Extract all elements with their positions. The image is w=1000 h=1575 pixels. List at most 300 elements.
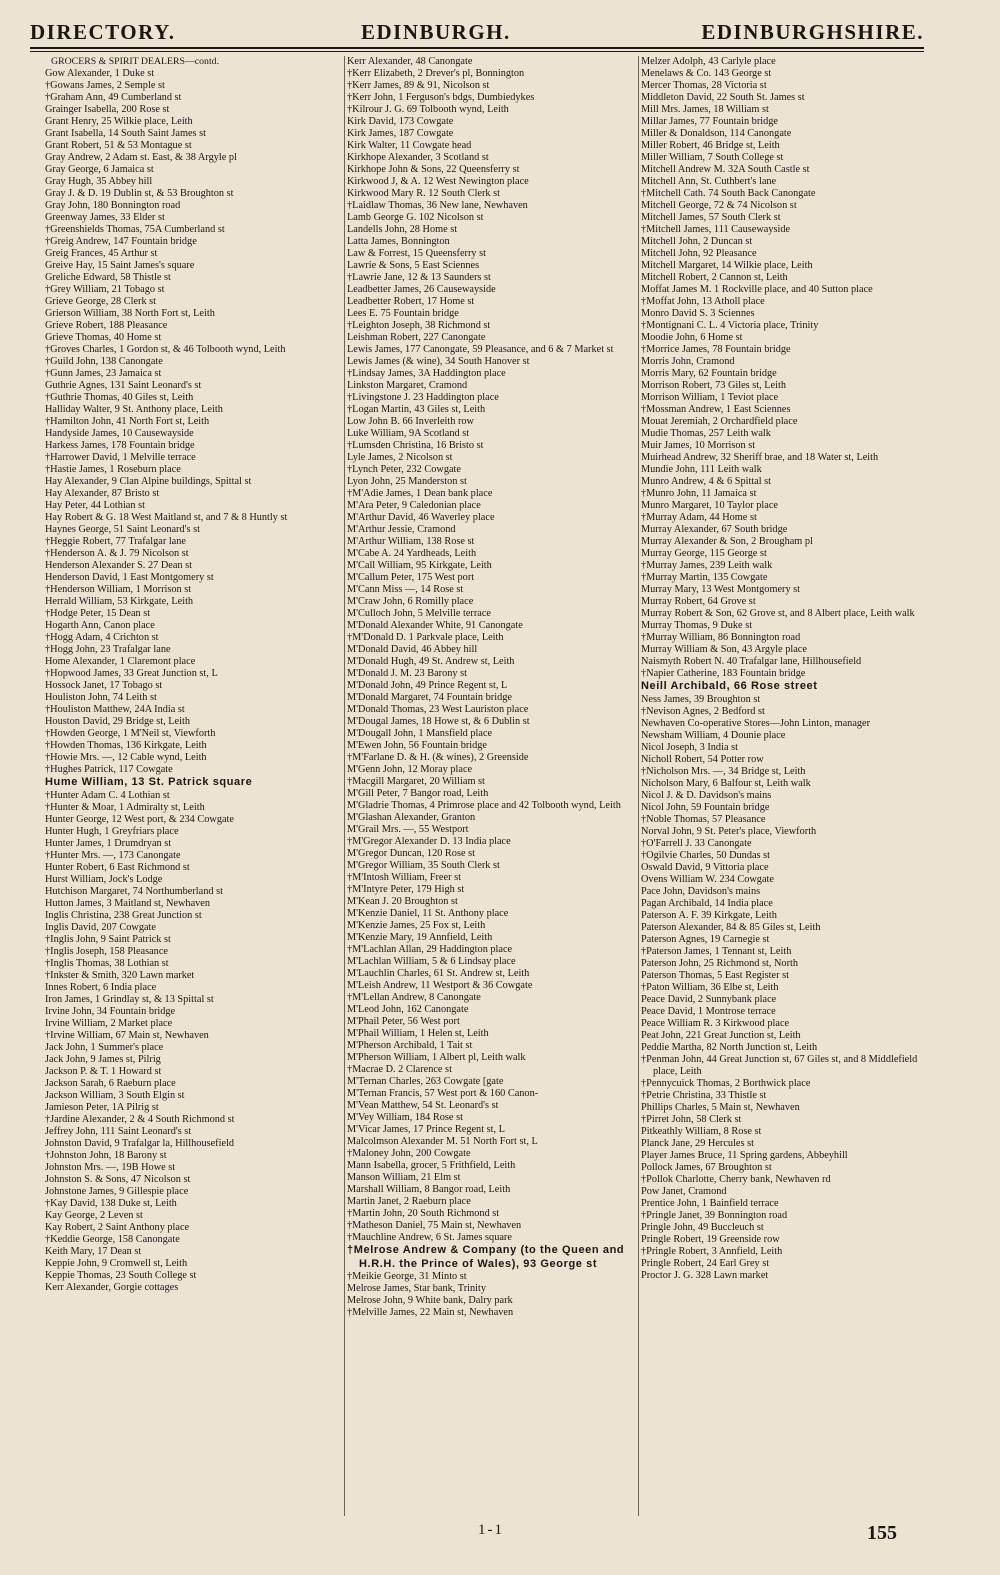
directory-entry: †Pirret John, 58 Clerk st bbox=[641, 1113, 742, 1125]
directory-entry: Inglis Christina, 238 Great Junction st bbox=[45, 909, 202, 921]
directory-entry: Harkess James, 178 Fountain bridge bbox=[45, 440, 195, 451]
directory-entry: Melzer Adolph, 43 Carlyle place bbox=[641, 56, 776, 67]
directory-entry: Grant Isabella, 14 South Saint James st bbox=[45, 128, 207, 139]
directory-entry: Nicol Joseph, 3 India st bbox=[641, 741, 738, 753]
directory-entry: M'Culloch John, 5 Melville terrace bbox=[347, 608, 491, 619]
directory-entry: Oswald David, 9 Vittoria place bbox=[641, 861, 769, 873]
directory-entry: Jackson Sarah, 6 Raeburn place bbox=[45, 1077, 176, 1089]
directory-entry: Muirhead Andrew, 32 Sheriff brae, and 18 Water st, Leith bbox=[641, 452, 879, 463]
directory-entry: Innes Robert, 6 India place bbox=[45, 981, 157, 993]
directory-entry: Jamieson Peter, 1A Pilrig st bbox=[45, 1101, 159, 1113]
directory-entry: Law & Forrest, 15 Queensferry st bbox=[347, 248, 486, 259]
directory-entry: †Hunter & Moar, 1 Admiralty st, Leith bbox=[45, 801, 205, 813]
directory-entry: †Harrower David, 1 Melville terrace bbox=[45, 452, 196, 463]
directory-entry: †Hodge Peter, 15 Dean st bbox=[45, 608, 151, 619]
directory-entry: †Howden Thomas, 136 Kirkgate, Leith bbox=[45, 740, 207, 751]
directory-entry: Nicol John, 59 Fountain bridge bbox=[641, 801, 770, 813]
directory-entry: Hay Alexander, 87 Bristo st bbox=[45, 488, 160, 499]
directory-entry: Jackson P. & T. 1 Howard st bbox=[45, 1065, 162, 1077]
directory-entry: †Melville James, 22 Main st, Newhaven bbox=[347, 1307, 514, 1318]
directory-entry: †Paton William, 36 Elbe st, Leith bbox=[641, 981, 779, 993]
directory-entry: Herrald William, 53 Kirkgate, Leith bbox=[45, 596, 194, 607]
directory-entry: Johnston S. & Sons, 47 Nicolson st bbox=[45, 1173, 191, 1185]
directory-entry: †Penman John, 44 Great Junction st, 67 Giles st, and 8 Middlefield place, Leith bbox=[641, 1053, 918, 1077]
directory-entry: Mitchell Ann, St. Cuthbert's lane bbox=[641, 176, 777, 187]
directory-entry: Miller Robert, 46 Bridge st, Leith bbox=[641, 140, 780, 151]
directory-entry: Lamb George G. 102 Nicolson st bbox=[347, 212, 484, 223]
directory-entry: †Pennycuick Thomas, 2 Borthwick place bbox=[641, 1077, 811, 1089]
directory-entry: Lewis James, 177 Canongate, 59 Pleasance, and 6 & 7 Market st bbox=[347, 344, 614, 355]
directory-entry: Gray Hugh, 35 Abbey hill bbox=[45, 176, 153, 187]
directory-entry: Keppie Thomas, 23 South College st bbox=[45, 1269, 197, 1281]
directory-entry: Kirkhope John & Sons, 22 Queensferry st bbox=[347, 164, 520, 175]
directory-entry: Monro David S. 3 Sciennes bbox=[641, 308, 755, 319]
directory-entry: Morris Mary, 62 Fountain bridge bbox=[641, 368, 777, 379]
directory-entry: †Kay David, 138 Duke st, Leith bbox=[45, 1197, 177, 1209]
directory-entry: †Mossman Andrew, 1 East Sciennes bbox=[641, 404, 791, 415]
directory-entry: Gray J. & D. 19 Dublin st, & 53 Broughton st bbox=[45, 188, 234, 199]
directory-entry: Hay Robert & G. 18 West Maitland st, and 7 & 8 Huntly st bbox=[45, 512, 288, 523]
directory-entry: M'Donald Hugh, 49 St. Andrew st, Leith bbox=[347, 656, 515, 667]
directory-entry: †Kerr Elizabeth, 2 Drever's pl, Bonnington bbox=[347, 68, 525, 79]
directory-entry: †Murray James, 239 Leith walk bbox=[641, 560, 773, 571]
directory-entry: Greenway James, 33 Elder st bbox=[45, 212, 165, 223]
directory-entry: M'Gregor William, 35 South Clerk st bbox=[347, 860, 500, 871]
directory-entry: Low John B. 66 Inverleith row bbox=[347, 416, 474, 427]
directory-entry: Paterson Alexander, 84 & 85 Giles st, Leith bbox=[641, 921, 821, 933]
column-2 bbox=[344, 56, 639, 1516]
directory-entry: †Melrose Andrew & Company (to the Queen and H.R.H. the Prince of Wales), 93 George st bbox=[347, 1244, 625, 1270]
directory-entry: Planck Jane, 29 Hercules st bbox=[641, 1137, 754, 1149]
directory-entry: Irvine William, 2 Market place bbox=[45, 1017, 173, 1029]
directory-entry: Mundie John, 111 Leith walk bbox=[641, 464, 762, 475]
directory-entry: Hutton James, 3 Maitland st, Newhaven bbox=[45, 897, 211, 909]
directory-entry: M'Leod John, 162 Canongate bbox=[347, 1004, 469, 1015]
directory-entry: Peace William R. 3 Kirkwood place bbox=[641, 1017, 790, 1029]
directory-entry: Jack John, 1 Summer's place bbox=[45, 1041, 164, 1053]
directory-entry: M'Gill Peter, 7 Bangor road, Leith bbox=[347, 788, 489, 799]
directory-entry: Grant Henry, 25 Wilkie place, Leith bbox=[45, 116, 193, 127]
directory-entry: †M'Lellan Andrew, 8 Canongate bbox=[347, 992, 481, 1003]
directory-entry: Kay Robert, 2 Saint Anthony place bbox=[45, 1221, 190, 1233]
directory-entry: Mitchell Margaret, 14 Wilkie place, Leith bbox=[641, 260, 813, 271]
directory-entry: †Murray Martin, 135 Cowgate bbox=[641, 572, 768, 583]
directory-entry: Morrison William, 1 Teviot place bbox=[641, 392, 779, 403]
column-3 bbox=[638, 56, 925, 1516]
directory-entry: †Kerr John, 1 Ferguson's bdgs, Dumbiedykes bbox=[347, 92, 535, 103]
directory-entry: Hunter Hugh, 1 Greyfriars place bbox=[45, 825, 179, 837]
directory-entry: Malcolmson Alexander M. 51 North Fort st, L bbox=[347, 1136, 538, 1147]
directory-entry: M'Donald Alexander White, 91 Canongate bbox=[347, 620, 523, 631]
directory-entry: †Napier Catherine, 183 Fountain bridge bbox=[641, 668, 806, 679]
directory-entry: †Logan Martin, 43 Giles st, Leith bbox=[347, 404, 486, 415]
directory-entry: Norval John, 9 St. Peter's place, Viewforth bbox=[641, 825, 817, 837]
directory-entry: Murray Alexander, 67 South bridge bbox=[641, 524, 788, 535]
directory-entry: Haynes George, 51 Saint Leonard's st bbox=[45, 524, 200, 535]
directory-entry: Home Alexander, 1 Claremont place bbox=[45, 656, 196, 667]
header-center: EDINBURGH. bbox=[361, 20, 511, 44]
directory-entry: Leadbetter James, 26 Causewayside bbox=[347, 284, 496, 295]
directory-entry: Lees E. 75 Fountain bridge bbox=[347, 308, 459, 319]
directory-entry: †Martin John, 20 South Richmond st bbox=[347, 1208, 500, 1219]
directory-entry: †Lindsay James, 3A Haddington place bbox=[347, 368, 506, 379]
directory-entry: M'Pherson Archibald, 1 Tait st bbox=[347, 1040, 473, 1051]
directory-entry: Neill Archibald, 66 Rose street bbox=[641, 680, 818, 692]
directory-entry: Pagan Archibald, 14 India place bbox=[641, 897, 773, 909]
directory-entry: M'Leish Andrew, 11 Westport & 36 Cowgate bbox=[347, 980, 533, 991]
directory-entry: Menelaws & Co. 143 George st bbox=[641, 68, 772, 79]
directory-entry: M'Grail Mrs. —, 55 Westport bbox=[347, 824, 469, 835]
directory-entry: Jackson William, 3 South Elgin st bbox=[45, 1089, 185, 1101]
directory-entry: †Noble Thomas, 57 Pleasance bbox=[641, 813, 766, 825]
directory-entry: Mann Isabella, grocer, 5 Frithfield, Leith bbox=[347, 1160, 516, 1171]
directory-entry: †Inglis John, 9 Saint Patrick st bbox=[45, 933, 171, 945]
directory-entry: Murray Alexander & Son, 2 Brougham pl bbox=[641, 536, 813, 547]
directory-entry: †Mitchell Cath. 74 South Back Canongate bbox=[641, 188, 816, 199]
directory-entry: †Graham Ann, 49 Cumberland st bbox=[45, 92, 182, 103]
directory-entry: Henderson Alexander S. 27 Dean st bbox=[45, 560, 192, 571]
directory-entry: Munro Margaret, 10 Taylor place bbox=[641, 500, 779, 511]
directory-entry: M'Ara Peter, 9 Caledonian place bbox=[347, 500, 481, 511]
directory-entry: †Murray William, 86 Bonnington road bbox=[641, 632, 801, 643]
directory-entry: Naismyth Robert N. 40 Trafalgar lane, Hillhousefield bbox=[641, 656, 862, 667]
directory-entry: †Irvine William, 67 Main st, Newhaven bbox=[45, 1029, 209, 1041]
directory-entry: Landells John, 28 Home st bbox=[347, 224, 458, 235]
directory-entry: Linkston Margaret, Cramond bbox=[347, 380, 468, 391]
directory-entry: Hogarth Ann, Canon place bbox=[45, 620, 155, 631]
directory-entry: M'Dougal James, 18 Howe st, & 6 Dublin st bbox=[347, 716, 530, 727]
directory-entry: M'Pherson William, 1 Albert pl, Leith walk bbox=[347, 1052, 526, 1063]
directory-entry: Luke William, 9A Scotland st bbox=[347, 428, 470, 439]
page-number: 155 bbox=[867, 1522, 897, 1544]
directory-entry: Miller William, 7 South College st bbox=[641, 152, 784, 163]
directory-entry: †Morrice James, 78 Fountain bridge bbox=[641, 344, 791, 355]
directory-entry: Greive Hay, 15 Saint James's square bbox=[45, 260, 195, 271]
directory-entry: †Grey William, 21 Tobago st bbox=[45, 284, 165, 295]
directory-entry: †Guild John, 138 Canongate bbox=[45, 356, 163, 367]
directory-entry: Peddie Martha, 82 North Junction st, Leith bbox=[641, 1041, 818, 1053]
directory-entry: †Hunter Mrs. —, 173 Canongate bbox=[45, 849, 181, 861]
directory-entry: M'Donald Thomas, 23 West Lauriston place bbox=[347, 704, 529, 715]
directory-entry: Peace David, 2 Sunnybank place bbox=[641, 993, 777, 1005]
directory-entry: †Maloney John, 200 Cowgate bbox=[347, 1148, 471, 1159]
directory-entry: Ness James, 39 Broughton st bbox=[641, 693, 761, 705]
directory-entry: Grant Robert, 51 & 53 Montague st bbox=[45, 140, 192, 151]
directory-entry: Mitchell George, 72 & 74 Nicolson st bbox=[641, 200, 797, 211]
directory-entry: †Hastie James, 1 Roseburn place bbox=[45, 464, 181, 475]
directory-entry: M'Vicar James, 17 Prince Regent st, L bbox=[347, 1124, 505, 1135]
directory-entry: Kirkhope Alexander, 3 Scotland st bbox=[347, 152, 489, 163]
directory-entry: M'Lachlan William, 5 & 6 Lindsay place bbox=[347, 956, 516, 967]
directory-entry: M'Vey William, 184 Rose st bbox=[347, 1112, 463, 1123]
directory-entry: †M'Adie James, 1 Dean bank place bbox=[347, 488, 493, 499]
directory-entry: Kirkwood Mary R. 12 South Clerk st bbox=[347, 188, 501, 199]
directory-entry: M'Genn John, 12 Moray place bbox=[347, 764, 473, 775]
directory-entry: Pollock James, 67 Broughton st bbox=[641, 1161, 772, 1173]
directory-entry: Hay Peter, 44 Lothian st bbox=[45, 500, 145, 511]
directory-entry: M'Donald David, 46 Abbey hill bbox=[347, 644, 478, 655]
directory-entry: M'Cann Miss —, 14 Rose st bbox=[347, 584, 464, 595]
directory-entry: Player James Bruce, 11 Spring gardens, Abbeyhill bbox=[641, 1149, 848, 1161]
directory-entry: Handyside James, 10 Causewayside bbox=[45, 428, 194, 439]
directory-entry: Hutchison Margaret, 74 Northumberland st bbox=[45, 885, 223, 897]
directory-entry: Hossock Janet, 17 Tobago st bbox=[45, 680, 163, 691]
directory-entry: M'Phail Peter, 56 West port bbox=[347, 1016, 460, 1027]
header-left: DIRECTORY. bbox=[30, 20, 176, 44]
directory-entry: Peat John, 221 Great Junction st, Leith bbox=[641, 1029, 801, 1041]
directory-entry: Mitchell Andrew M. 32A South Castle st bbox=[641, 164, 810, 175]
directory-entry: †Hunter Adam C. 4 Lothian st bbox=[45, 789, 170, 801]
directory-entry: Morrison Robert, 73 Giles st, Leith bbox=[641, 380, 787, 391]
directory-entry: Kirk David, 173 Cowgate bbox=[347, 116, 454, 127]
directory-entry: M'Donald John, 49 Prince Regent st, L bbox=[347, 680, 508, 691]
directory-entry: Mitchell James, 57 South Clerk st bbox=[641, 212, 781, 223]
directory-entry: Kirkwood J, & A. 12 West Newington place bbox=[347, 176, 529, 187]
directory-entry: †Macgill Margaret, 20 William st bbox=[347, 776, 485, 787]
column-1 bbox=[45, 56, 342, 1516]
directory-entry: †Petrie Christina, 33 Thistle st bbox=[641, 1089, 767, 1101]
directory-entry: Hay Alexander, 9 Clan Alpine buildings, Spittal st bbox=[45, 476, 252, 487]
directory-entry: Kerr Alexander, Gorgie cottages bbox=[45, 1281, 179, 1293]
directory-entry: †M'Intyre Peter, 179 High st bbox=[347, 884, 465, 895]
directory-entry: Lawrie & Sons, 5 East Sciennes bbox=[347, 260, 480, 271]
directory-entry: Ovens William W. 234 Cowgate bbox=[641, 873, 774, 885]
directory-entry: †Leighton Joseph, 38 Richmond st bbox=[347, 320, 491, 331]
directory-entry: †Moffat John, 13 Atholl place bbox=[641, 296, 765, 307]
directory-entry: M'Vean Matthew, 54 St. Leonard's st bbox=[347, 1100, 499, 1111]
directory-entry: M'Ewen John, 56 Fountain bridge bbox=[347, 740, 487, 751]
directory-entry: †Livingstone J. 23 Haddington place bbox=[347, 392, 499, 403]
directory-entry: Newhaven Co-operative Stores—John Linton, manager bbox=[641, 717, 871, 729]
directory-entry: Paterson Thomas, 5 East Register st bbox=[641, 969, 789, 981]
directory-entry: Paterson Agnes, 19 Carnegie st bbox=[641, 933, 770, 945]
directory-entry: Grainger Isabella, 200 Rose st bbox=[45, 104, 170, 115]
directory-entry: Prentice John, 1 Bainfield terrace bbox=[641, 1197, 779, 1209]
directory-entry: M'Dougall John, 1 Mansfield place bbox=[347, 728, 493, 739]
directory-entry: Moffat James M. 1 Rockville place, and 40 Sutton place bbox=[641, 284, 873, 295]
header-right: EDINBURGHSHIRE. bbox=[701, 20, 924, 44]
directory-entry: †Mauchline Andrew, 6 St. James square bbox=[347, 1232, 512, 1243]
directory-entry: †Hamilton John, 41 North Fort st, Leith bbox=[45, 416, 210, 427]
directory-entry: †Mitchell James, 111 Causewayside bbox=[641, 224, 791, 235]
directory-entry: M'Call William, 95 Kirkgate, Leith bbox=[347, 560, 492, 571]
directory-entry: †Nevison Agnes, 2 Bedford st bbox=[641, 705, 765, 717]
directory-entry: Peace David, 1 Montrose terrace bbox=[641, 1005, 776, 1017]
directory-entry: Greig Frances, 45 Arthur st bbox=[45, 248, 158, 259]
directory-entry: Grieve Robert, 188 Pleasance bbox=[45, 320, 168, 331]
directory-entry: Manson William, 21 Elm st bbox=[347, 1172, 461, 1183]
directory-entry: Moodie John, 6 Home st bbox=[641, 332, 743, 343]
directory-entry: Lewis James (& wine), 34 South Hanover st bbox=[347, 356, 530, 367]
directory-entry: Latta James, Bonnington bbox=[347, 236, 450, 247]
directory-entry: M'Arthur David, 46 Waverley place bbox=[347, 512, 495, 523]
directory-entry: Inglis David, 207 Cowgate bbox=[45, 921, 156, 933]
directory-entry: †Pringle Robert, 3 Annfield, Leith bbox=[641, 1245, 783, 1257]
directory-entry: Miller & Donaldson, 114 Canongate bbox=[641, 128, 792, 139]
directory-entry: †Inglis Thomas, 38 Lothian st bbox=[45, 957, 169, 969]
directory-entry: Murray Mary, 13 West Montgomery st bbox=[641, 584, 801, 595]
directory-entry: †Lynch Peter, 232 Cowgate bbox=[347, 464, 461, 475]
directory-entry: †Hopwood James, 33 Great Junction st, L bbox=[45, 668, 218, 679]
directory-entry: †Lumsden Christina, 16 Bristo st bbox=[347, 440, 484, 451]
directory-entry: †Henderson William, 1 Morrison st bbox=[45, 584, 192, 595]
directory-entry: †Hogg Adam, 4 Crichton st bbox=[45, 632, 159, 643]
signature-mark: 1-1 bbox=[478, 1522, 504, 1538]
directory-entry: Houliston John, 74 Leith st bbox=[45, 692, 157, 703]
directory-entry: M'Arthur Jessie, Cramond bbox=[347, 524, 456, 535]
directory-entry: Johnstone James, 9 Gillespie place bbox=[45, 1185, 189, 1197]
directory-entry: †Greenshields Thomas, 75A Cumberland st bbox=[45, 224, 225, 235]
directory-entry: Pringle Robert, 24 Earl Grey st bbox=[641, 1257, 770, 1269]
section-heading: GROCERS & SPIRIT DEALERS—contd. bbox=[51, 56, 220, 67]
directory-entry: Murray Robert & Son, 62 Grove st, and 8 Albert place, Leith walk bbox=[641, 608, 915, 619]
directory-entry: M'Ternan Charles, 263 Cowgate [gate bbox=[347, 1076, 504, 1087]
directory-entry: †Munro John, 11 Jamaica st bbox=[641, 488, 757, 499]
directory-entry: Kirk James, 187 Cowgate bbox=[347, 128, 454, 139]
directory-entry: Mitchell John, 92 Pleasance bbox=[641, 248, 757, 259]
directory-entry: Nicol J. & D. Davidson's mains bbox=[641, 789, 772, 801]
directory-entry: †Hughes Patrick, 117 Cowgate bbox=[45, 764, 173, 775]
directory-entry: †Johnston John, 18 Barony st bbox=[45, 1149, 167, 1161]
directory-entry: Gray George, 6 Jamaica st bbox=[45, 164, 154, 175]
directory-entry: Murray George, 115 George st bbox=[641, 548, 767, 559]
directory-entry: M'Kean J. 20 Broughton st bbox=[347, 896, 458, 907]
running-header bbox=[30, 18, 924, 48]
directory-entry: Hunter James, 1 Drumdryan st bbox=[45, 837, 172, 849]
directory-entry: †Heggie Robert, 77 Trafalgar lane bbox=[45, 536, 186, 547]
directory-entry: †Guthrie Thomas, 40 Giles st, Leith bbox=[45, 392, 194, 403]
directory-entry: †Pollok Charlotte, Cherry bank, Newhaven rd bbox=[641, 1173, 831, 1185]
directory-entry: M'Gladrie Thomas, 4 Primrose place and 42 Tolbooth wynd, Leith bbox=[347, 800, 621, 811]
directory-entry: Mudie Thomas, 257 Leith walk bbox=[641, 428, 771, 439]
directory-entry: Paterson John, 25 Richmond st, North bbox=[641, 957, 799, 969]
directory-entry: †Macrae D. 2 Clarence st bbox=[347, 1064, 452, 1075]
directory-entry: †M'Lachlan Allan, 29 Haddington place bbox=[347, 944, 513, 955]
directory-entry: Johnston Mrs. —, 19B Howe st bbox=[45, 1161, 176, 1173]
directory-entry: Grieve Thomas, 40 Home st bbox=[45, 332, 162, 343]
directory-entry: †Lawrie Jane, 12 & 13 Saunders st bbox=[347, 272, 491, 283]
directory-entry: †M'Farlane D. & H. (& wines), 2 Greenside bbox=[347, 752, 529, 763]
directory-entry: Hunter Robert, 6 East Richmond st bbox=[45, 861, 190, 873]
directory-entry: Melrose John, 9 White bank, Dalry park bbox=[347, 1295, 513, 1306]
directory-entry: Leishman Robert, 227 Canongate bbox=[347, 332, 486, 343]
directory-entry: Leadbetter Robert, 17 Home st bbox=[347, 296, 475, 307]
directory-entry: Murray William & Son, 43 Argyle place bbox=[641, 644, 807, 655]
directory-entry: Melrose James, Star bank, Trinity bbox=[347, 1283, 487, 1294]
directory-entry: Mitchell John, 2 Duncan st bbox=[641, 236, 753, 247]
directory-entry: †Hogg John, 23 Trafalgar lane bbox=[45, 644, 171, 655]
directory-entry: †Murray Adam, 44 Home st bbox=[641, 512, 757, 523]
directory-entry: †Groves Charles, 1 Gordon st, & 46 Tolbooth wynd, Leith bbox=[45, 344, 286, 355]
directory-entry: †M'Gregor Alexander D. 13 India place bbox=[347, 836, 511, 847]
directory-entry: M'Glashan Alexander, Granton bbox=[347, 812, 476, 823]
directory-entry: †Kerr James, 89 & 91, Nicolson st bbox=[347, 80, 490, 91]
directory-entry: †M'Intosh William, Freer st bbox=[347, 872, 461, 883]
directory-entry: †Meikie George, 31 Minto st bbox=[347, 1271, 467, 1282]
directory-entry: Lyle James, 2 Nicolson st bbox=[347, 452, 453, 463]
directory-entry: M'Kenzie Mary, 19 Annfield, Leith bbox=[347, 932, 493, 943]
header-rule bbox=[30, 47, 924, 52]
directory-entry: Halliday Walter, 9 St. Anthony place, Leith bbox=[45, 404, 223, 415]
directory-entry: M'Donald J. M. 23 Barony st bbox=[347, 668, 467, 679]
directory-entry: †O'Farrell J. 33 Canongate bbox=[641, 837, 752, 849]
directory-entry: †Henderson A. & J. 79 Nicolson st bbox=[45, 548, 189, 559]
directory-entry: †Gunn James, 23 Jamaica st bbox=[45, 368, 162, 379]
directory-entry: M'Kenzie James, 25 Fox st, Leith bbox=[347, 920, 486, 931]
directory-entry: †Ogilvie Charles, 50 Dundas st bbox=[641, 849, 770, 861]
directory-entry: M'Callum Peter, 175 West port bbox=[347, 572, 475, 583]
directory-entry: Martin Janet, 2 Raeburn place bbox=[347, 1196, 471, 1207]
directory-entry: Murray Robert, 64 Grove st bbox=[641, 596, 756, 607]
directory-entry: †Jardine Alexander, 2 & 4 South Richmond st bbox=[45, 1113, 235, 1125]
directory-entry: Munro Andrew, 4 & 6 Spittal st bbox=[641, 476, 772, 487]
directory-entry: Grierson William, 38 North Fort st, Leith bbox=[45, 308, 215, 319]
directory-entry: M'Kenzie Daniel, 11 St. Anthony place bbox=[347, 908, 509, 919]
directory-entry: Phillips Charles, 5 Main st, Newhaven bbox=[641, 1101, 800, 1113]
directory-entry: Kirk Walter, 11 Cowgate head bbox=[347, 140, 472, 151]
directory-entry: Marshall William, 8 Bangor road, Leith bbox=[347, 1184, 511, 1195]
directory-entry: Nicholson Mary, 6 Balfour st, Leith walk bbox=[641, 777, 811, 789]
directory-entry: †Howie Mrs. —, 12 Cable wynd, Leith bbox=[45, 752, 207, 763]
directory-entry: †Nicholson Mrs. —, 34 Bridge st, Leith bbox=[641, 765, 806, 777]
directory-entry: †Matheson Daniel, 75 Main st, Newhaven bbox=[347, 1220, 522, 1231]
directory-entry: Irvine John, 34 Fountain bridge bbox=[45, 1005, 176, 1017]
directory-entry: M'Gregor Duncan, 120 Rose st bbox=[347, 848, 475, 859]
directory-entry: †Gowans James, 2 Semple st bbox=[45, 80, 165, 91]
directory-entry: Proctor J. G. 328 Lawn market bbox=[641, 1269, 769, 1281]
directory-entry: Jeffrey John, 111 Saint Leonard's st bbox=[45, 1125, 192, 1137]
directory-entry: †Greig Andrew, 147 Fountain bridge bbox=[45, 236, 197, 247]
directory-entry: Mouat Jeremiah, 2 Orchardfield place bbox=[641, 416, 798, 427]
directory-entry: Keppie John, 9 Cromwell st, Leith bbox=[45, 1257, 188, 1269]
directory-entry: M'Ternan Francis, 57 West port & 160 Canon- bbox=[347, 1088, 539, 1099]
directory-entry: Middleton David, 22 South St. James st bbox=[641, 92, 805, 103]
directory-entry: Millar James, 77 Fountain bridge bbox=[641, 116, 778, 127]
directory-entry: †Laidlaw Thomas, 36 New lane, Newhaven bbox=[347, 200, 528, 211]
directory-entry: Murray Thomas, 9 Duke st bbox=[641, 620, 753, 631]
directory-entry: Keith Mary, 17 Dean st bbox=[45, 1245, 142, 1257]
directory-entry: Morris John, Cramond bbox=[641, 356, 735, 367]
directory-entry: M'Donald Margaret, 74 Fountain bridge bbox=[347, 692, 512, 703]
directory-entry: †Pringle Janet, 39 Bonnington road bbox=[641, 1209, 788, 1221]
directory-entry: M'Cabe A. 24 Yardheads, Leith bbox=[347, 548, 477, 559]
directory-entry: †Howden George, 1 M'Neil st, Viewforth bbox=[45, 728, 216, 739]
directory-entry: Guthrie Agnes, 131 Saint Leonard's st bbox=[45, 380, 202, 391]
directory-entry: M'Arthur William, 138 Rose st bbox=[347, 536, 475, 547]
directory-entry: Pringle Robert, 19 Greenside row bbox=[641, 1233, 780, 1245]
directory-entry: Pringle John, 49 Buccleuch st bbox=[641, 1221, 764, 1233]
directory-entry: †Keddie George, 158 Canongate bbox=[45, 1233, 180, 1245]
directory-entry: Lyon John, 25 Manderston st bbox=[347, 476, 467, 487]
directory-entry: †Montignani C. L. 4 Victoria place, Trinity bbox=[641, 320, 819, 331]
directory-entry: Gow Alexander, 1 Duke st bbox=[45, 68, 155, 79]
directory-entry: Iron James, 1 Grindlay st, & 13 Spittal st bbox=[45, 993, 214, 1005]
directory-entry: Grieve George, 28 Clerk st bbox=[45, 296, 157, 307]
directory-entry: Gray John, 180 Bonnington road bbox=[45, 200, 181, 211]
directory-entry: Paterson A. F. 39 Kirkgate, Leith bbox=[641, 909, 777, 921]
directory-entry: Henderson David, 1 East Montgomery st bbox=[45, 572, 214, 583]
directory-entry: Houston David, 29 Bridge st, Leith bbox=[45, 716, 191, 727]
directory-entry: Kay George, 2 Leven st bbox=[45, 1209, 143, 1221]
directory-entry: M'Lauchlin Charles, 61 St. Andrew st, Leith bbox=[347, 968, 530, 979]
directory-entry: †Inglis Joseph, 158 Pleasance bbox=[45, 945, 168, 957]
directory-entry: †Inkster & Smith, 320 Lawn market bbox=[45, 969, 195, 981]
directory-entry: Hunter George, 12 West port, & 234 Cowgate bbox=[45, 813, 234, 825]
directory-entry: †Paterson James, 1 Tennant st, Leith bbox=[641, 945, 792, 957]
directory-entry: †Houliston Matthew, 24A India st bbox=[45, 704, 185, 715]
directory-entry: Nicholl Robert, 54 Potter row bbox=[641, 753, 764, 765]
directory-entry: †M'Donald D. 1 Parkvale place, Leith bbox=[347, 632, 504, 643]
